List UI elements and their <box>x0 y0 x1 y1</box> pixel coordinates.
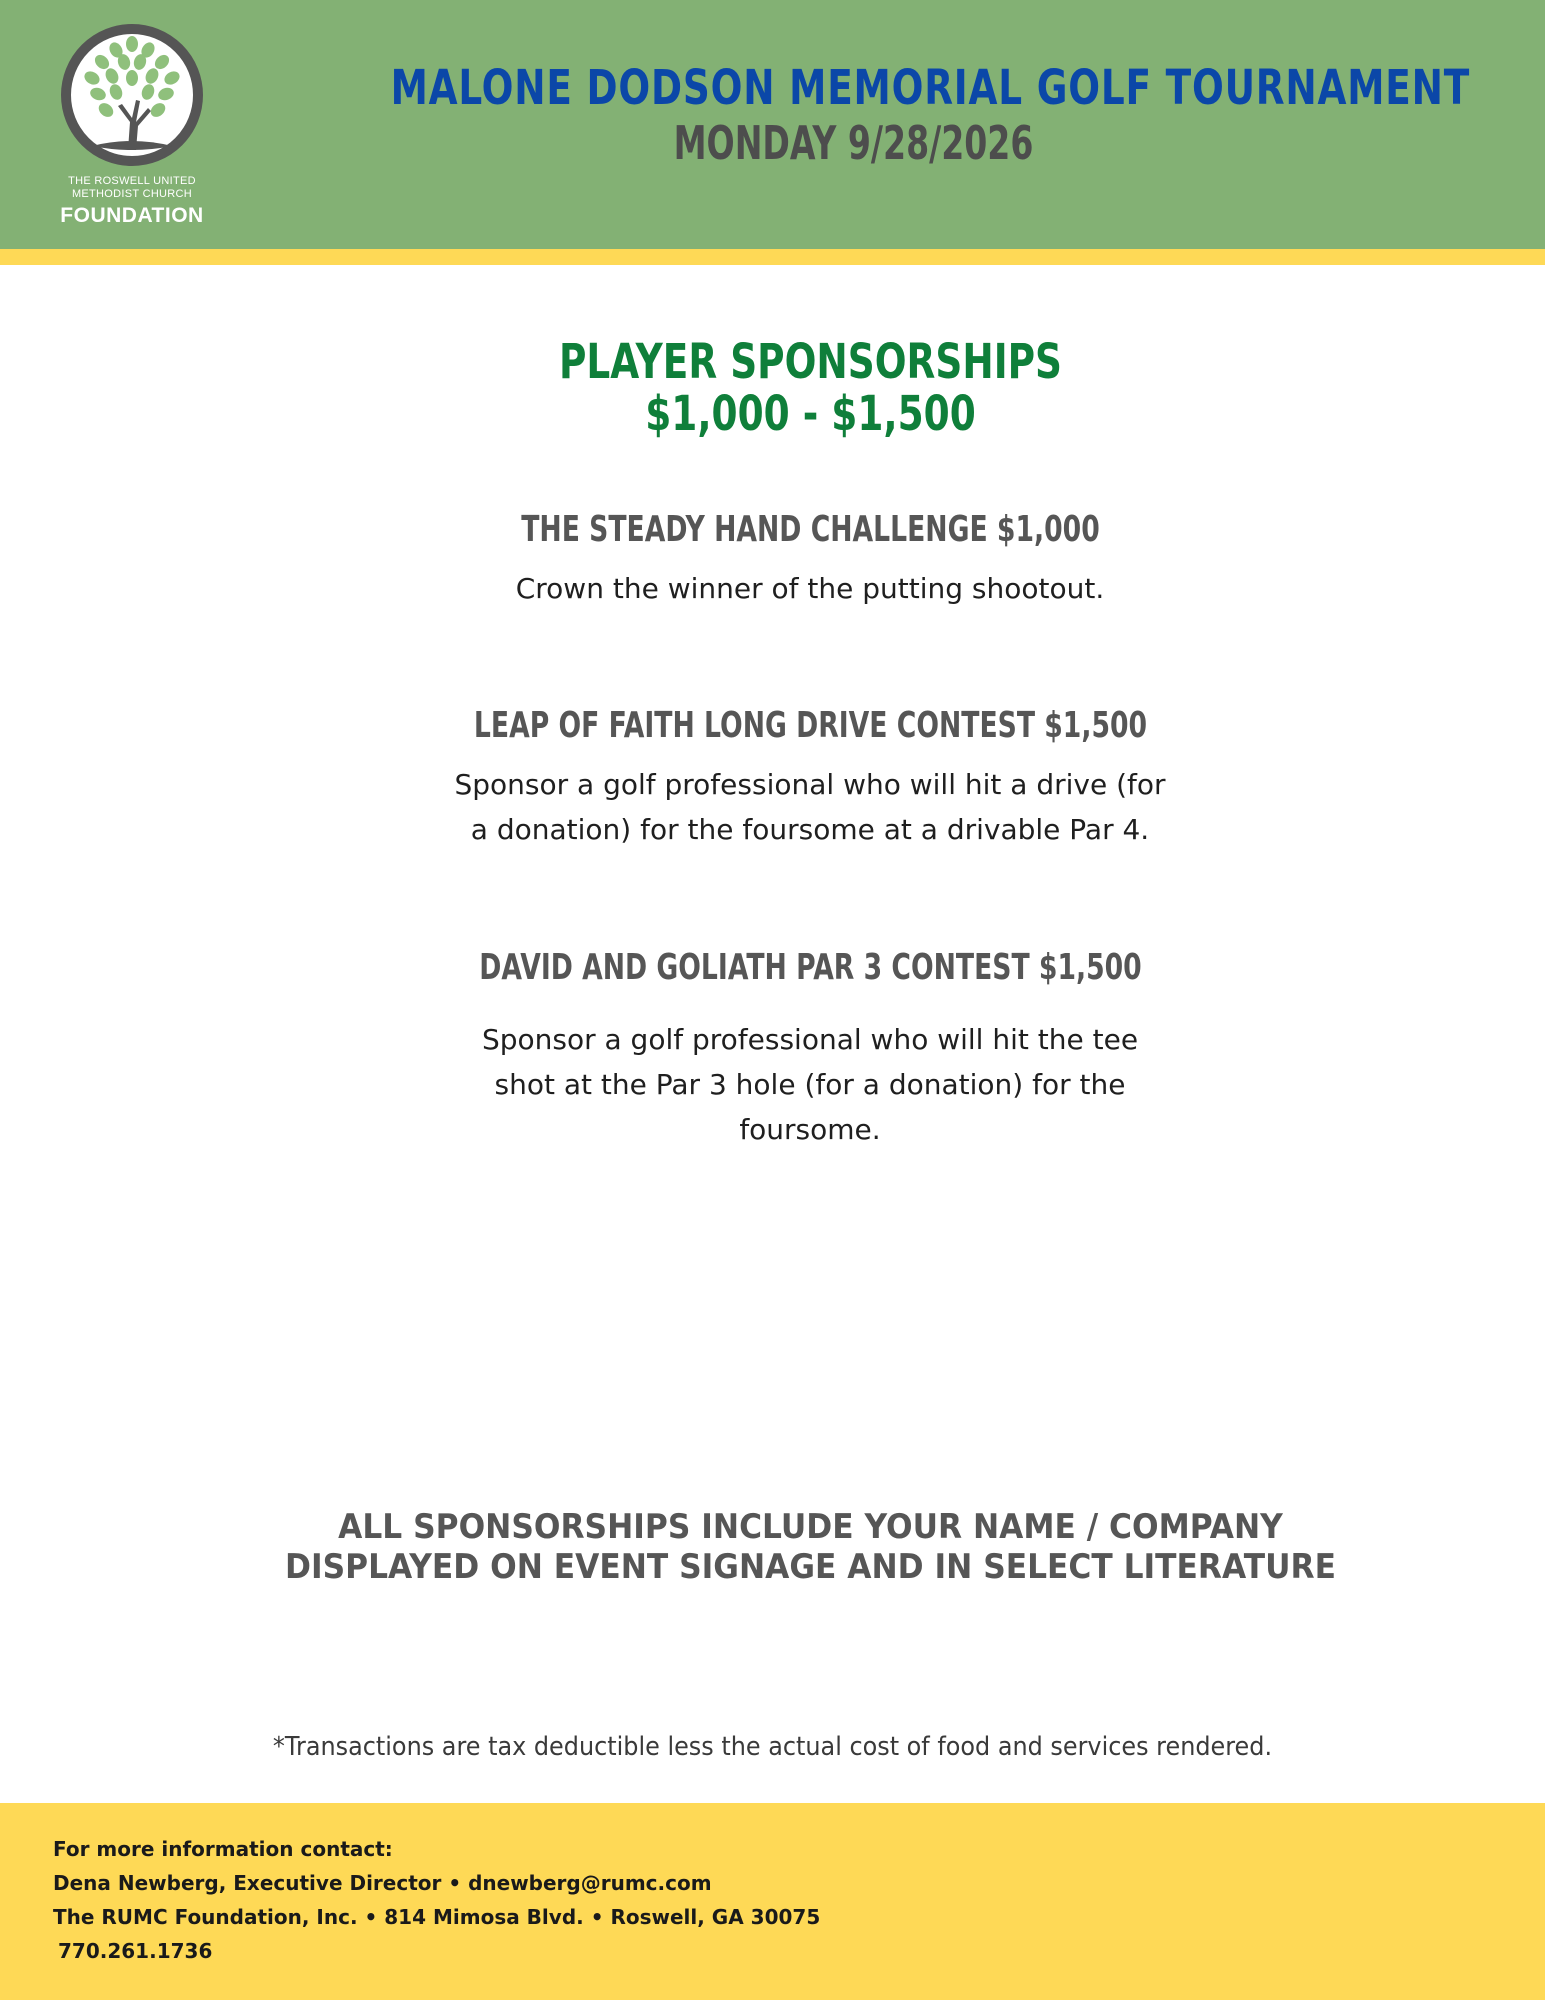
logo-text-line1: THE ROSWELL UNITED <box>68 175 196 187</box>
sponsorship-banner-line2: DISPLAYED ON EVENT SIGNAGE AND IN SELECT LITERATURE <box>285 1547 1336 1587</box>
section-price-range: $1,000 - $1,500 <box>645 386 976 442</box>
section-title: PLAYER SPONSORSHIPS <box>558 334 1063 390</box>
item-desc-line: foursome. <box>739 1113 881 1146</box>
logo-text-line2: METHODIST CHURCH <box>71 188 193 200</box>
foundation-logo <box>52 22 212 232</box>
logo-text-foundation: FOUNDATION <box>60 204 204 227</box>
item-desc-line: Sponsor a golf professional who will hit the tee <box>481 1023 1139 1056</box>
item-desc-line: Crown the winner of the putting shootout. <box>515 572 1105 605</box>
tournament-title: MALONE DODSON MEMORIAL GOLF TOURNAMENT <box>390 60 1471 116</box>
footer-contact-label: For more information contact: <box>53 1837 393 1861</box>
footer-band <box>0 1803 1545 2000</box>
item-desc-long-drive <box>420 762 1200 852</box>
tax-note: *Transactions are tax deductible less the actual cost of food and services rendered. <box>272 1732 1273 1762</box>
item-desc-line: a donation) for the foursome at a drivable Par 4. <box>470 813 1150 846</box>
footer-address: The RUMC Foundation, Inc. • 814 Mimosa Blvd. • Roswell, GA 30075 <box>53 1905 821 1929</box>
item-desc-line: shot at the Par 3 hole (for a donation) for the <box>494 1068 1126 1101</box>
item-desc-par3 <box>420 1017 1200 1152</box>
footer-contact-person: Dena Newberg, Executive Director • dnewberg@rumc.com <box>53 1871 712 1895</box>
item-heading-steady-hand: THE STEADY HAND CHALLENGE $1,000 <box>521 509 1100 550</box>
sponsorship-banner-line1: ALL SPONSORSHIPS INCLUDE YOUR NAME / COMPANY <box>338 1507 1283 1547</box>
item-heading-long-drive: LEAP OF FAITH LONG DRIVE CONTEST $1,500 <box>473 705 1148 746</box>
item-desc-steady-hand <box>420 566 1200 611</box>
item-desc-line: Sponsor a golf professional who will hit a drive (for <box>454 768 1166 801</box>
header-stripe <box>0 249 1545 265</box>
footer-phone: 770.261.1736 <box>58 1939 213 1963</box>
tournament-date: MONDAY 9/28/2026 <box>673 116 1034 170</box>
item-heading-par3: DAVID AND GOLIATH PAR 3 CONTEST $1,500 <box>479 947 1142 988</box>
tree-icon <box>52 22 212 172</box>
